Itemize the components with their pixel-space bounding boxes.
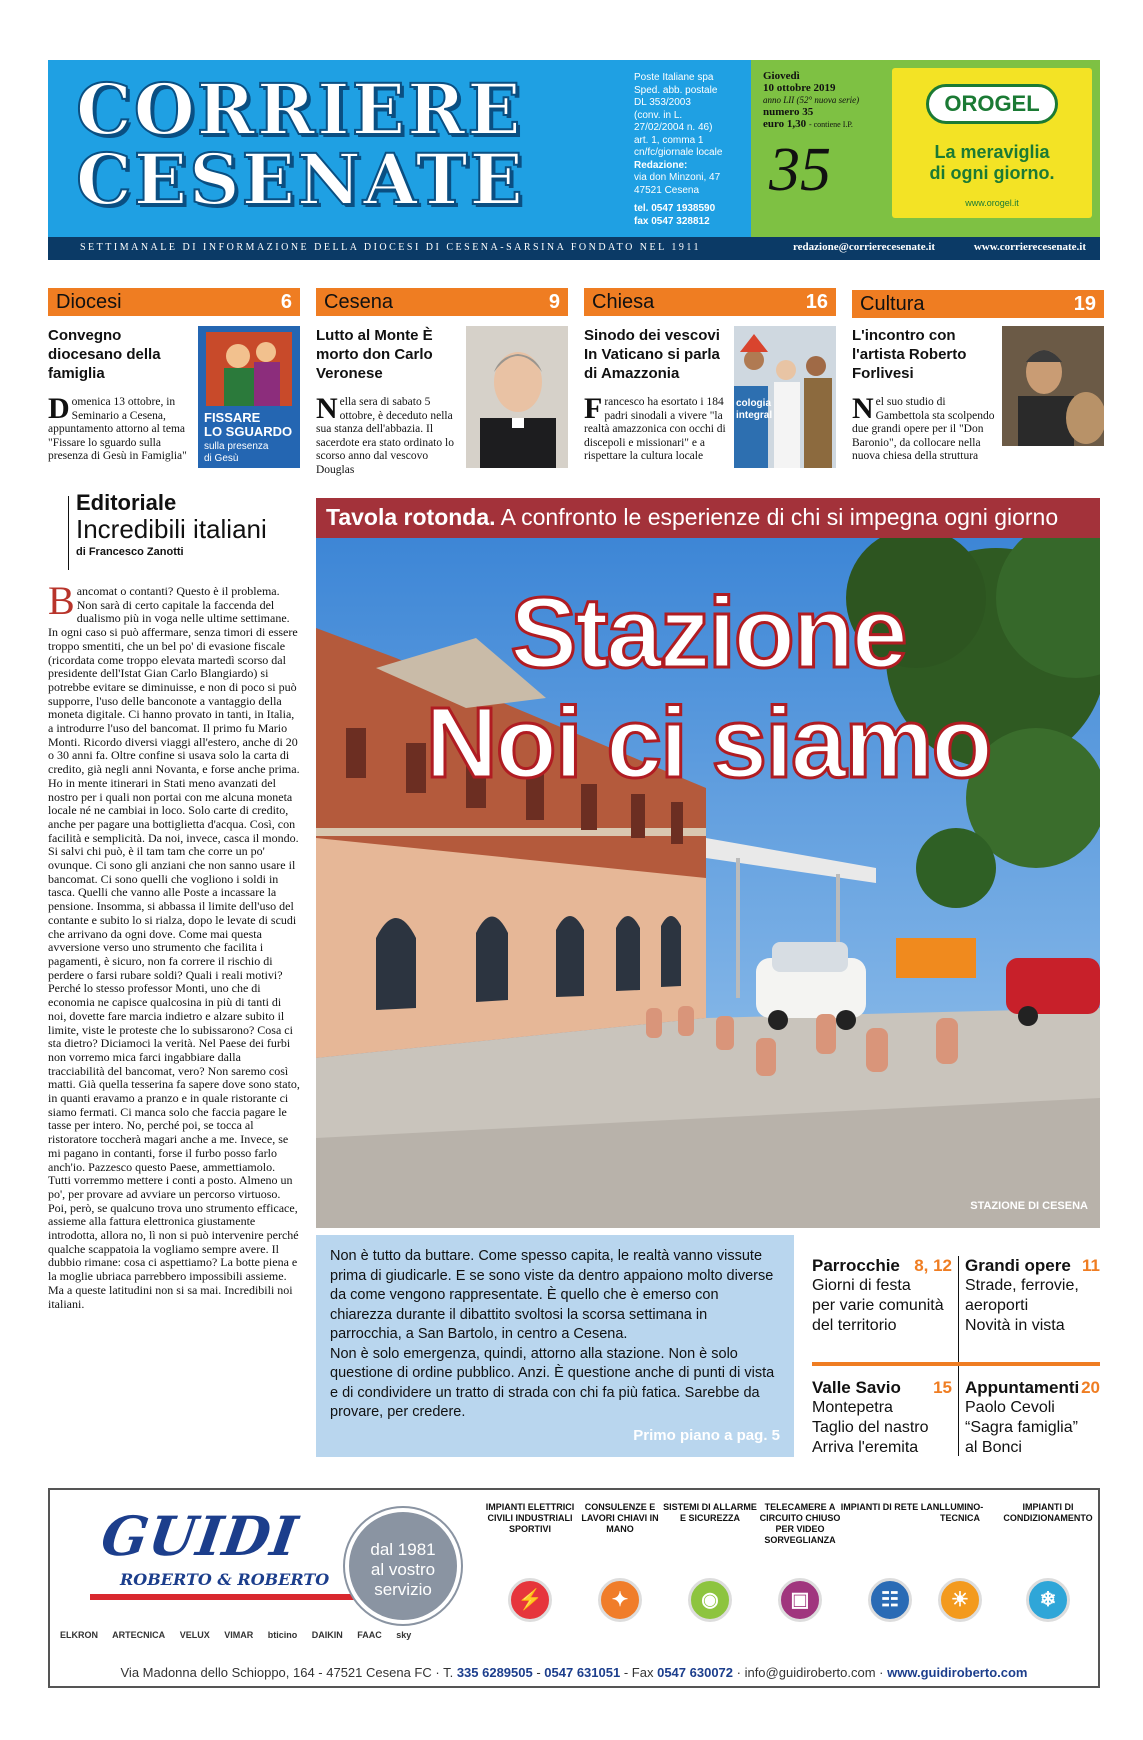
side-teaser-line: Strade, ferrovie, [965, 1277, 1079, 1294]
page-number: 19 [1073, 293, 1096, 315]
badge-line: dal 1981 [370, 1540, 436, 1559]
price-note: - contiene I.P. [808, 120, 853, 129]
side-teaser-page: 11 [1082, 1256, 1100, 1275]
side-teaser-page: 20 [1081, 1378, 1100, 1397]
editorial-title[interactable]: Incredibili italiani [76, 514, 267, 544]
drop-cap: N [852, 392, 874, 425]
poster-text: FISSARE [204, 410, 261, 425]
postal-line: 27/02/2004 n. 46) [634, 122, 713, 133]
handshake-icon: ✦ [598, 1578, 642, 1622]
side-teaser-head: Grandi opere [965, 1256, 1071, 1275]
service-alarm [660, 1502, 760, 1611]
editorial-text: ancomat o contanti? Questo è il problema. Non sarà di certo capitale la faccenda del dualismo più in voga nelle ultime settimane. In ogni caso si può affermare, senza timori di essere troppo smentiti, che un bel po' di evasione fiscale (ricordata come troppo elevata martedì scorso dal presidente dell'Istat Gian Carlo Blangiardo) si potrebbe evitare se diminuisse, e non di poco si può supporre, l'uso delle banconote a vantaggio della moneta digitale. Ci hanno provato in tanti, in Italia, a introdurre l'uso del bancomat. Il primo fu Mario Monti. Ricordo diversi viaggi all'estero, anche di 20 o 30 anni fa. Oltre confine si usava solo la carta di credito, già negli anni Novanta, e forse anche prima. Ho in mente itinerari in Stati meno avanzati del nostro per i quali non portai con me alcuna moneta locale né ne cambiai in loco. Solo carte di credito, anche per pagare una bottiglietta d'acqua. Così, con facilità e semplicità. Da noi, invece, casca il mondo. Si salvi chi può, è il tam tam che corre un po' ovunque. Ci sono gli anziani che non sanno usare il bancomat. Ci sono quelli che vogliono i soldi in tasca. Quelli che vanno alle Poste a incassare la pensione. Insomma, si abbassa il limite dell'uso del contante e subito lo si rialza, dopo le levate di scudi che arrivano da ogni dove. Come mai questa avversione verso uno strumento che facilita i pagamenti, è sicuro, non fa correre il rischio di perdere o farsi rubare soldi? Quali i reali motivi? Perché lo stesso professor Monti, uno che di economia ne capisce qualcosina in più di tanti di noi, dovette fare marcia indietro e alzare subito il limite, viste le proteste che lo subissarono? Cosa ci sta dietro? Diciamoci la verità. Nel Paese dei furbi non vorremo mica farci ingabbiare dalla tracciabilità del bancomat, vero? Non saremo così matti. Già quella tesserina fa sapere dove sono stato, in quanti eravamo a pranzo e in quale ristorante ci siamo fermati. Ci manca solo che faccia pagare le tasse per intero. No, perché poi, se tocca al ristoratore toccherà magari anche a me. Invece, se mi pagano in contanti, forse il furbo posso farlo anch'io. Pazzesco questo Paese, ammettiamolo. Tutti vorremmo mettere i conti a posto. Almeno un po', per provare ad avviare un percorso virtuoso. Poi, però, se qualcuno trova uno strumento efficace, assieme alla fattura elettronica giustamente introdotta, allora no, lì non si può intervenire perché qualche scappatoia la vogliamo sempre avere. Il dubbio rimane: cosa ci aspettiamo? La botte piena e la moglie ubriaca parrebbero impossibili assieme. Ma a queste latitudini non si sa mai. Incredibili noi italiani. [48, 584, 300, 1311]
redazione-address: via don Minzoni, 47 [634, 172, 721, 183]
side-teaser-appuntamenti[interactable] [965, 1378, 1100, 1458]
brand-name: sky [396, 1630, 412, 1640]
teaser-header [48, 288, 300, 316]
orogel-logo: OROGEL [926, 84, 1058, 124]
newspaper-logo[interactable] [48, 60, 626, 240]
badge-line: al vostro [370, 1560, 436, 1579]
website-link[interactable]: www.corrierecesenate.it [973, 241, 1086, 253]
side-teaser-line: Novità in vista [965, 1317, 1065, 1334]
section-name: Diocesi [56, 291, 122, 313]
guidi-logo: GUIDI [97, 1504, 303, 1568]
since-badge [345, 1508, 461, 1624]
brand-name: DAIKIN [311, 1630, 343, 1640]
slogan-line: La meraviglia [934, 142, 1050, 162]
lightbulb-icon: ☀ [938, 1578, 982, 1622]
issue-date: 10 ottobre 2019 [763, 82, 836, 94]
divider [812, 1362, 1100, 1366]
side-teaser-line: Arriva l'eremita [812, 1439, 919, 1456]
teaser-title: L'incontro con l'artista Roberto Forlivesi [852, 327, 967, 382]
page-number: 16 [805, 291, 828, 313]
section-name: Cultura [860, 293, 925, 315]
slogan-line: di ogni giorno. [929, 163, 1055, 183]
editorial-body [48, 578, 300, 1311]
side-teaser-line: aeroporti [965, 1297, 1029, 1314]
phone-number[interactable]: 0547 631051 [544, 1665, 621, 1680]
poster-text: sulla presenza [204, 441, 269, 452]
alarm-icon: ◉ [688, 1578, 732, 1622]
brand-name: VELUX [179, 1630, 210, 1640]
drop-cap: N [316, 392, 338, 425]
postal-line: Sped. abb. postale [634, 84, 718, 96]
side-teaser-line: Giorni di festa [812, 1277, 911, 1294]
orogel-ad-panel [892, 68, 1092, 218]
teaser-body: ella sera di sabato 5 ottobre, è deceduto nella sua stanza dell'abbazia. Il sacerdote era stato ordinato lo scorso anno dal vescovo Douglas [316, 396, 454, 476]
phone-number[interactable]: 335 6289505 [456, 1665, 533, 1680]
teaser-title: Lutto al Monte È morto don Carlo Veronese [316, 327, 433, 382]
story-summary [316, 1235, 794, 1457]
network-icon: ☷ [868, 1578, 912, 1622]
teaser-title: Sinodo dei vescovi In Vaticano si parla di Amazzonia [584, 327, 720, 382]
snowflake-icon: ❄ [1026, 1578, 1070, 1622]
redazione-label: Redazione: [634, 159, 688, 171]
fax-label: - Fax [623, 1665, 654, 1680]
side-teaser-page: 8, 12 [914, 1256, 952, 1275]
teaser-text [584, 392, 734, 464]
teaser-body: el suo studio di Gambettola sta scolpendo due grandi opere per il "Don Baronio", da collocare nella nuova chiesa della struttura [852, 396, 995, 462]
postal-line: cn/fc/giornale locale [634, 147, 723, 158]
side-teaser-head: Valle Savio [812, 1378, 901, 1397]
service-consulting [570, 1502, 670, 1611]
guidi-subtitle: ROBERTO & ROBERTO [120, 1570, 330, 1589]
contact-line: Via Madonna dello Schioppo, 164 - 47521 Cesena FC · T. 335 6289505 - 0547 631051 - Fax 0547 630072 · info@guidiroberto.com · www.guidiroberto.com [120, 1665, 1028, 1680]
poster-text: LO SGUARDO [204, 424, 293, 439]
issue-day: Giovedì [763, 70, 800, 82]
banner-text: integral [736, 410, 773, 421]
service-label: TELECAMERE A CIRCUITO CHIUSO PER VIDEO SORVEGLIANZA [759, 1502, 841, 1545]
service-label: ILLUMINO-TECNICA [936, 1502, 984, 1523]
issue-info [751, 60, 886, 237]
headline-line: Noi ci siamo [425, 687, 991, 799]
service-cctv [750, 1502, 850, 1611]
service-label: SISTEMI DI ALLARME E SICUREZZA [663, 1502, 757, 1523]
teaser-title: Convegno diocesano della famiglia [48, 327, 161, 382]
side-teaser-head: Appuntamenti [965, 1378, 1080, 1397]
issue-price: euro 1,30 [763, 118, 807, 130]
email-link[interactable]: redazione@corrierecesenate.it [792, 241, 936, 253]
side-teaser-line: Paolo Cevoli [965, 1399, 1055, 1416]
section-name: Chiesa [592, 291, 655, 313]
side-teaser-line: Montepetra [812, 1399, 893, 1416]
teaser-cultura[interactable] [852, 288, 1104, 473]
kicker-text: A confronto le esperienze di chi si impegna ogni giorno [500, 504, 1059, 530]
teaser-diocesi[interactable] [48, 288, 300, 473]
postal-line: art. 1, comma 1 [634, 134, 704, 146]
brand-list [60, 1630, 490, 1640]
issue-year: anno LII (52° nuova serie) [763, 95, 860, 105]
website-link[interactable]: www.guidiroberto.com [887, 1665, 1028, 1680]
station-photo [316, 538, 1100, 1228]
side-teaser-line: al Bonci [965, 1439, 1022, 1456]
teaser-text [852, 392, 1002, 464]
photo-caption: STAZIONE DI CESENA [970, 1200, 1088, 1212]
service-label: IMPIANTI DI CONDIZIONAMENTO [1003, 1502, 1093, 1523]
fax-number: fax 0547 328812 [634, 215, 710, 227]
teaser-body: rancesco ha esortato i 184 padri sinodali a vivere "la realtà amazzonica con occhi di discepoli e missionari" e a rispettare la cultura locale [584, 396, 726, 462]
divider [958, 1256, 959, 1456]
brand-name: ELKRON [60, 1630, 98, 1640]
service-label: IMPIANTI ELETTRICI CIVILI INDUSTRIALI SPORTIVI [485, 1502, 575, 1534]
poster-image [198, 326, 300, 468]
teaser-text [316, 392, 466, 477]
masthead [48, 60, 1100, 253]
editorial-author: di Francesco Zanotti [76, 546, 184, 558]
drop-cap: D [48, 392, 70, 425]
guidi-ad[interactable] [48, 1488, 1100, 1688]
continue-link[interactable]: Primo piano a pag. 5 [633, 1426, 780, 1444]
main-story-kicker[interactable] [316, 498, 1100, 538]
priest-portrait [466, 326, 568, 468]
service-conditioning [998, 1502, 1098, 1611]
service-label: CONSULENZE E LAVORI CHIAVI IN MANO [581, 1502, 659, 1534]
headline-line: Stazione [510, 577, 906, 689]
issue-numero: numero 35 [763, 106, 814, 118]
service-electrical [480, 1502, 580, 1611]
service-label: IMPIANTI DI RETE LAN [840, 1502, 940, 1512]
postal-line: (conv. in L. [634, 109, 683, 121]
service-lighting [920, 1502, 1000, 1611]
brand-name: VIMAR [224, 1630, 254, 1640]
badge-line: servizio [374, 1580, 432, 1599]
address-text: Via Madonna dello Schioppo, 164 - 47521 Cesena FC · T. [120, 1665, 454, 1680]
tel-number: tel. 0547 1938590 [634, 203, 716, 214]
editorial-label: Editoriale [76, 490, 177, 515]
summary-paragraph: Non è tutto da buttare. Come spesso capita, le realtà vanno vissute prima di giudicarle. E se sono viste da dentro appaiono molto diverse da come vengono rappresentate. È quello che è emerso con chiarezza durante il dibattito svoltosi la scorsa settimana in parrocchia, a San Bartolo, in centro a Cesena. [330, 1248, 774, 1342]
kicker-bold: Tavola rotonda. [326, 504, 496, 530]
orogel-ad[interactable] [886, 60, 1100, 237]
summary-paragraph: Non è solo emergenza, quindi, attorno alla stazione. Non è solo questione di ordine pubblico. Anzi. È questione anche di punti di vista e di condividere un tratto di strada con chi fa più fatica. Sarebbe da provare, per credere. [330, 1345, 775, 1420]
main-headline[interactable] [316, 578, 1100, 798]
side-teaser-grandi-opere[interactable] [965, 1256, 1100, 1336]
orogel-slogan [892, 142, 1092, 184]
teaser-header [852, 290, 1104, 318]
tagline-bar [48, 237, 1100, 260]
side-teaser-parrocchie[interactable] [812, 1256, 952, 1336]
lightning-icon: ⚡ [508, 1578, 552, 1622]
teaser-header [316, 288, 568, 316]
email-link[interactable]: info@guidiroberto.com [744, 1665, 876, 1680]
arrow-decoration [90, 1594, 370, 1600]
redazione-address: 47521 Cesena [634, 184, 700, 196]
side-teaser-page: 15 [933, 1378, 952, 1397]
postal-line: Poste Italiane spa [634, 72, 714, 83]
side-teaser-valle-savio[interactable] [812, 1378, 952, 1458]
orogel-url[interactable]: www.orogel.it [965, 198, 1019, 208]
synod-photo [734, 326, 836, 468]
editorial-rule [68, 496, 69, 570]
drop-cap: F [584, 392, 603, 425]
logo-line-2: CESENATE [76, 138, 525, 221]
brand-name: FAAC [357, 1630, 382, 1640]
brand-name: ARTECNICA [112, 1630, 166, 1640]
side-teaser-line: del territorio [812, 1317, 897, 1334]
side-teaser-line: per varie comunità [812, 1297, 944, 1314]
teaser-body: omenica 13 ottobre, in Seminario a Cesena, appuntamento attorno al tema "Fissare lo sguardo sulla presenza di Gesù in Famiglia" [48, 396, 187, 462]
side-teaser-head: Parrocchie [812, 1256, 900, 1275]
camera-icon: ▣ [778, 1578, 822, 1622]
publication-info [626, 60, 751, 237]
editorial-column [48, 490, 300, 1470]
teaser-text [48, 392, 198, 464]
teaser-cesena[interactable] [316, 288, 568, 476]
postal-line: DL 353/2003 [634, 97, 691, 108]
drop-cap: B [48, 578, 75, 623]
tagline: SETTIMANALE DI INFORMAZIONE DELLA DIOCESI DI CESENA-SARSINA FONDATO NEL 1911 [80, 242, 702, 253]
section-name: Cesena [324, 291, 393, 313]
teaser-chiesa[interactable] [584, 288, 836, 473]
artist-photo [1002, 326, 1104, 446]
page-number: 9 [548, 291, 560, 313]
side-teaser-line: “Sagra famiglia” [965, 1419, 1078, 1436]
poster-text: di Gesù [204, 453, 239, 464]
logo-line-1: CORRIERE [76, 68, 523, 151]
teaser-header [584, 288, 836, 316]
issue-number: 35 [769, 136, 831, 204]
fax-number: 0547 630072 [657, 1665, 734, 1680]
side-teaser-line: Taglio del nastro [812, 1419, 929, 1436]
page-number: 6 [280, 291, 292, 313]
brand-name: bticino [267, 1630, 298, 1640]
banner-text: cologia [736, 398, 772, 409]
